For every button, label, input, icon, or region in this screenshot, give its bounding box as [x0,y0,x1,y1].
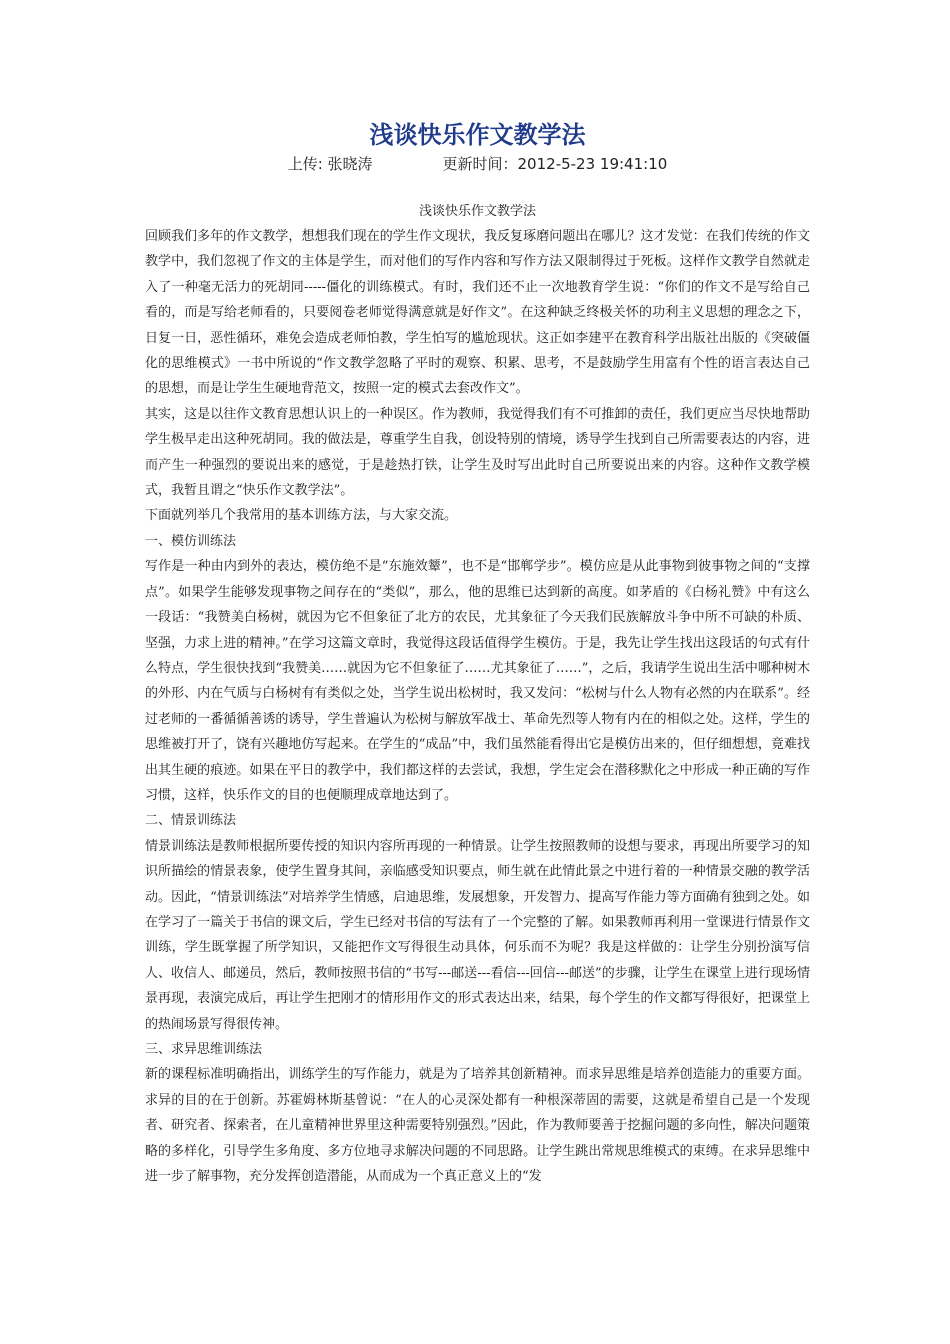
update-time-label: 更新时间：2012-5-23 19:41:10 [442,155,668,173]
paragraph: 下面就列举几个我常用的基本训练方法，与大家交流。 [145,508,458,524]
section-heading: 二、情景训练法 [145,813,237,829]
uploader-label: 上传: 张晓涛 [287,155,373,173]
paragraph: 情景训练法是教师根据所要传授的知识内容所再现的一种情景。让学生按照教师的设想与要求，再现出所要学习的知识所描绘的情景表象，使学生置身其间，亲临感受知识要点，师生就在此情此景之中进行着的一种情景交融的教学活动。因此，“情景训练法”对培养学生情感，启迪思维，发展想象，开发智力、提高写作能力等方面确有独到之处。如在学习了一篇关于书信的课文后，学生已经对书信的写法有了一个完整的了解。如果教师再利用一堂课进行情景作文训练，学生既掌握了所学知识，又能把作文写得很生动具体，何乐而不为呢？我是这样做的：让学生分别扮演写信人、收信人、邮递员，然后，教师按照书信的“书写---邮送---看信---回信---邮送”的步骤，让学生在课堂上进行现场情景再现，表演完成后，再让学生把刚才的情形用作文的形式表达出来，结果，每个学生的作文都写得很好，把课堂上的热闹场景写得很传神。 [145,838,810,1032]
document-subtitle: 浅谈快乐作文教学法 [418,204,536,219]
section-heading: 三、求异思维训练法 [145,1042,263,1057]
paragraph: 其实，这是以往作文教育思想认识上的一种误区。作为教师，我觉得我们有不可推卸的责任，我们更应当尽快地帮助学生极早走出这种死胡同。我的做法是，尊重学生自我，创设特别的情境，诱导学生找到自己所需要表达的内容，进而产生一种强烈的要说出来的感觉，于是趁热打铁，让学生及时写出此时自己所要说出来的内容。这种作文教学模式，我暂且谓之“快乐作文教学法”。 [145,406,810,499]
section-heading: 一、模仿训练法 [145,533,237,549]
paragraph: 新的课程标准明确指出，训练学生的写作能力，就是为了培养其创新精神。而求异思维是培养创造能力的重要方面。求异的目的在于创新。苏霍姆林斯基曾说：“在人的心灵深处都有一种根深蒂固的需要，这就是希望自己是一个发现者、研究者、探索者，在儿童精神世界里这种需要特别强烈。”因此，作为教师要善于挖掘问题的多向性，解决问题策略的多样化，引导学生多角度、多方位地寻求解决问题的不同思路。让学生跳出常规思维模式的束缚。在求异思维中进一步了解事物，充分发挥创造潜能，从而成为一个真正意义上的“发 [145,1067,810,1185]
document-body [145,224,810,1189]
paragraph: 写作是一种由内到外的表达，模仿绝不是“东施效颦”，也不是“邯郸学步”。模仿应是从此事物到彼事物之间的“支撑点”。如果学生能够发现事物之间存在的“类似”，那么，他的思维已达到新的高度。如茅盾的《白杨礼赞》中有这么一段话：“我赞美白杨树，就因为它不但象征了北方的农民，尤其象征了今天我们民族解放斗争中所不可缺的朴质、坚强，力求上进的精神。”在学习这篇文章时，我觉得这段话值得学生模仿。于是，我先让学生找出这段话的句式有什么特点，学生很快找到“我赞美……就因为它不但象征了……尤其象征了……”，之后，我请学生说出生活中哪种树木的外形、内在气质与白杨树有有类似之处，当学生说出松树时，我又发问：“松树与什么人物有必然的内在联系”。经过老师的一番循循善诱的诱导，学生普遍认为松树与解放军战士、革命先烈等人物有内在的相似之处。这样，学生的思维被打开了，饶有兴趣地仿写起来。在学生的“成品”中，我们虽然能看得出它是模仿出来的，但仔细想想，竟难找出其生硬的痕迹。如果在平日的教学中，我们都这样的去尝试，我想，学生定会在潜移默化之中形成一种正确的写作习惯，这样，快乐作文的目的也便顺理成章地达到了。 [145,559,810,803]
paragraph: 回顾我们多年的作文教学，想想我们现在的学生作文现状，我反复琢磨问题出在哪儿？这才发觉：在我们传统的作文教学中，我们忽视了作文的主体是学生，而对他们的写作内容和写作方法又限制得过于死板。这样作文教学自然就走入了一种毫无活力的死胡同-----僵化的训练模式。有时，我们还不止一次地教育学生说：“你们的作文不是写给自己看的，而是写给老师看的，只要阅卷老师觉得满意就是好作文”。在这种缺乏终极关怀的功利主义思想的理念之下，日复一日，恶性循环，难免会造成老师怕教，学生怕写的尴尬现状。这正如李建平在教育科学出版社出版的《突破僵化的思维模式》一书中所说的“作文教学忽略了平时的观察、积累、思考，不是鼓励学生用富有个性的语言表达自己的思想，而是让学生生硬地背范文，按照一定的模式去套改作文”。 [145,229,810,397]
document-meta [145,153,810,199]
document-title: 浅谈快乐作文教学法 [369,121,586,149]
document-page [145,115,810,1189]
